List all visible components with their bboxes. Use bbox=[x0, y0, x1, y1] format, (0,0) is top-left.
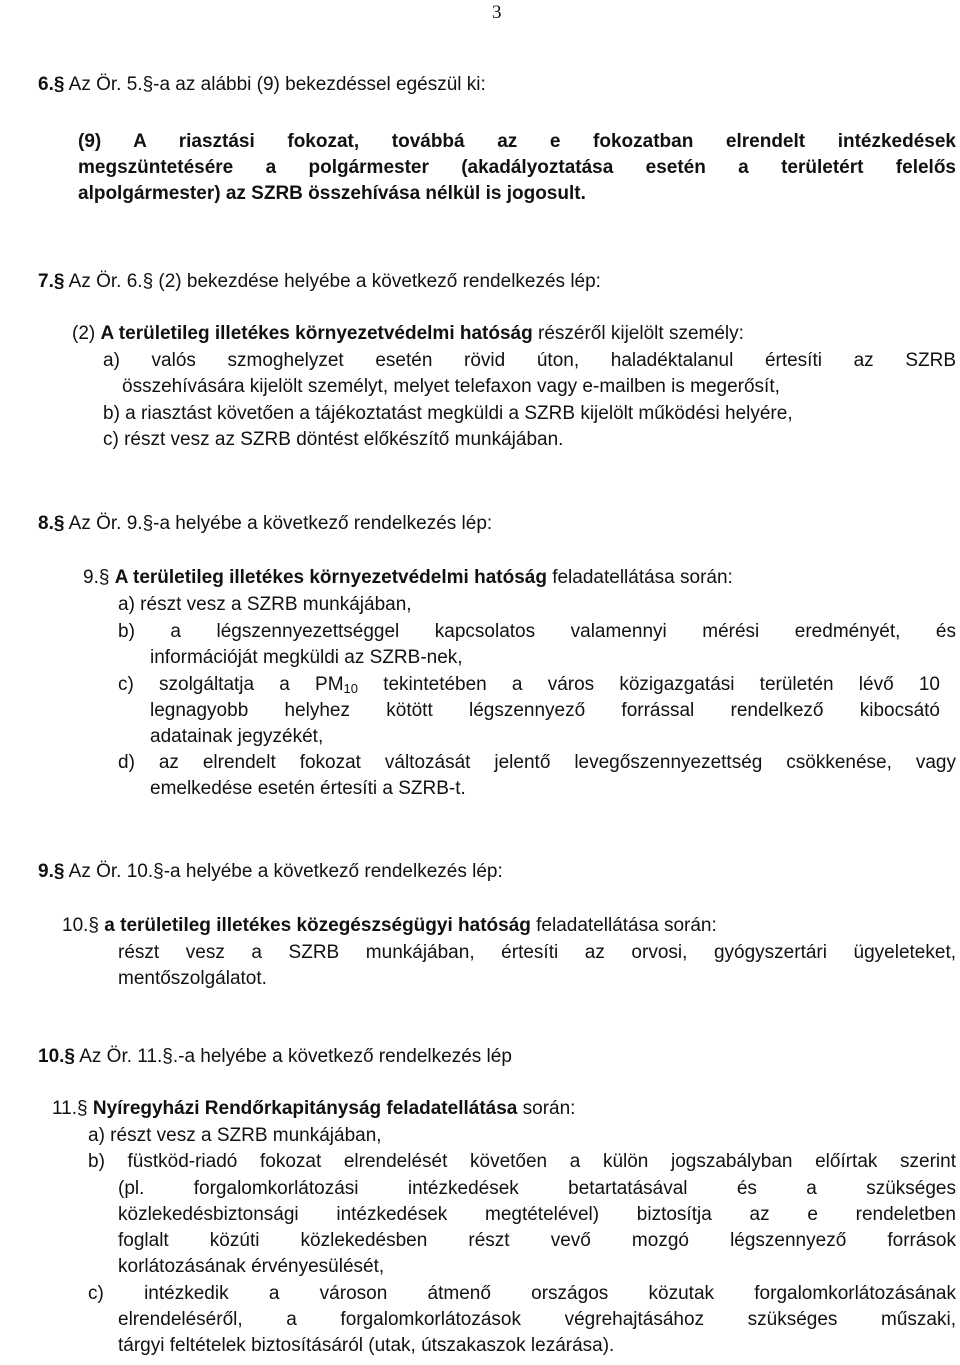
item-text: tekintetében a város közigazgatási területén lévő 10 bbox=[358, 674, 940, 695]
authority-name: A területileg illetékes környezetvédelmi hatóság bbox=[114, 567, 547, 588]
section-10-heading bbox=[38, 1045, 512, 1069]
intro-prefix: (2) bbox=[72, 323, 101, 344]
intro-prefix: 9.§ bbox=[83, 567, 115, 588]
section-heading-text: Az Ör. 11.§.-a helyébe a következő rendelkezés lép bbox=[74, 1046, 512, 1067]
section-heading-text: Az Ör. 9.§-a helyébe a következő rendelkezés lép: bbox=[64, 513, 493, 534]
list-item-c bbox=[118, 673, 940, 697]
intro-suffix: feladatellátása során: bbox=[546, 567, 733, 588]
authority-name: a területileg illetékes közegészségügyi hatóság bbox=[104, 915, 531, 936]
intro-prefix: 11.§ bbox=[52, 1098, 93, 1119]
list-item-d-cont: emelkedése esetén értesíti a SZRB-t. bbox=[150, 778, 466, 799]
intro-suffix: részéről kijelölt személy: bbox=[532, 323, 744, 344]
list-item-a: a) részt vesz a SZRB munkájában, bbox=[88, 1125, 382, 1146]
intro-prefix: 10.§ bbox=[62, 915, 105, 936]
list-item-b-cont: foglalt közúti közlekedésben részt vevő mozgó légszennyező források bbox=[118, 1230, 956, 1251]
section-9-heading bbox=[38, 860, 503, 884]
list-item-c: c) intézkedik a városon átmenő országos közutak forgalomkorlátozásának bbox=[88, 1283, 956, 1304]
authority-name: Nyíregyházi Rendőrkapitányság feladatellátása bbox=[92, 1098, 518, 1119]
authority-name: A területileg illetékes környezetvédelmi hatóság bbox=[100, 323, 533, 344]
paragraph-line: megszüntetésére a polgármester (akadályoztatása esetén a területért felelős bbox=[78, 157, 956, 178]
list-item-b: b) füstköd-riadó fokozat elrendelését követően a külön jogszabályban előírtak szerint bbox=[88, 1151, 956, 1172]
paragraph-line: részt vesz a SZRB munkájában, értesíti az orvosi, gyógyszertári ügyeleteket, bbox=[118, 942, 956, 963]
section-number: 10.§ bbox=[38, 1046, 75, 1067]
list-item-b: b) a riasztást követően a tájékoztatást megküldi a SZRB kijelölt működési helyére, bbox=[103, 403, 793, 424]
section-number: 7.§ bbox=[38, 271, 65, 292]
paragraph-line: (9) A riasztási fokozat, továbbá az e fokozatban elrendelt intézkedések bbox=[78, 131, 956, 152]
paragraph-line: mentőszolgálatot. bbox=[118, 968, 267, 989]
list-item-b-cont: információját megküldi az SZRB-nek, bbox=[150, 647, 463, 668]
item-text: c) szolgáltatja a PM bbox=[118, 674, 344, 695]
list-item-b: b) a légszennyezettséggel kapcsolatos valamennyi mérési eredményét, és bbox=[118, 621, 956, 642]
section-heading-text: Az Ör. 5.§-a az alábbi (9) bekezdéssel egészül ki: bbox=[64, 74, 486, 95]
section-number: 6.§ bbox=[38, 74, 65, 95]
intro-suffix: során: bbox=[517, 1098, 576, 1119]
list-item-b-cont: közlekedésbiztonsági intézkedések megtételével) biztosítja az e rendeletben bbox=[118, 1204, 956, 1225]
list-item-a: a) részt vesz a SZRB munkájában, bbox=[118, 594, 412, 615]
list-item-c-cont: tárgyi feltételek biztosításáról (utak, útszakaszok lezárása). bbox=[118, 1335, 615, 1356]
section-7-heading bbox=[38, 270, 601, 294]
paragraph-intro bbox=[62, 914, 717, 938]
list-item-c-cont: adatainak jegyzékét, bbox=[150, 726, 324, 747]
list-item-c-cont: legnagyobb helyhez kötött légszennyező forrással rendelkező kibocsátó bbox=[150, 700, 940, 721]
page-number: 3 bbox=[492, 2, 502, 23]
paragraph-line: alpolgármester) az SZRB összehívása nélkül is jogosult. bbox=[78, 183, 586, 204]
paragraph-intro bbox=[72, 322, 744, 346]
subscript: 10 bbox=[343, 681, 359, 696]
section-6-heading bbox=[38, 73, 486, 97]
list-item-d: d) az elrendelt fokozat változását jelentő levegőszennyezettség csökkenése, vagy bbox=[118, 752, 956, 773]
paragraph-intro bbox=[52, 1097, 575, 1121]
section-heading-text: Az Ör. 10.§-a helyébe a következő rendelkezés lép: bbox=[64, 861, 503, 882]
section-number: 8.§ bbox=[38, 513, 65, 534]
list-item-a-cont: összehívására kijelölt személyt, melyet telefaxon vagy e-mailben is megerősít, bbox=[122, 376, 780, 397]
list-item-b-cont: (pl. forgalomkorlátozási intézkedések betartatásával és a szükséges bbox=[118, 1178, 956, 1199]
intro-suffix: feladatellátása során: bbox=[530, 915, 717, 936]
paragraph-intro bbox=[83, 566, 733, 590]
list-item-b-cont: korlátozásának érvényesülését, bbox=[118, 1256, 385, 1277]
section-number: 9.§ bbox=[38, 861, 65, 882]
list-item-c-cont: elrendeléséről, a forgalomkorlátozások végrehajtásához szükséges műszaki, bbox=[118, 1309, 956, 1330]
list-item-a: a) valós szmoghelyzet esetén rövid úton, haladéktalanul értesíti az SZRB bbox=[103, 350, 956, 371]
section-8-heading bbox=[38, 512, 492, 536]
section-heading-text: Az Ör. 6.§ (2) bekezdése helyébe a következő rendelkezés lép: bbox=[64, 271, 601, 292]
list-item-c: c) részt vesz az SZRB döntést előkészítő munkájában. bbox=[103, 429, 564, 450]
